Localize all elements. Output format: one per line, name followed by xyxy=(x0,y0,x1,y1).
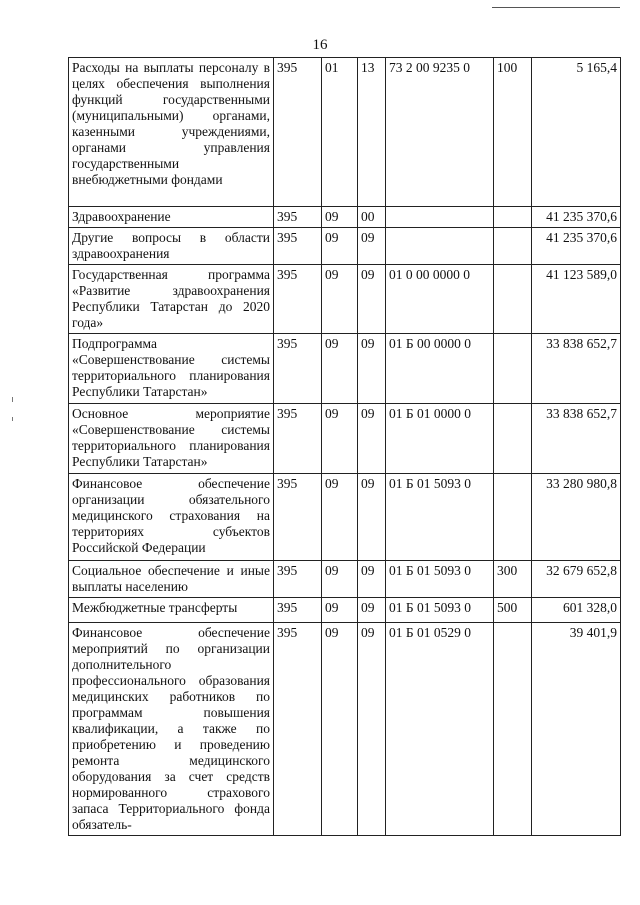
amount: 41 123 589,0 xyxy=(532,265,621,334)
section-code: 01 xyxy=(322,58,358,207)
amount: 41 235 370,6 xyxy=(532,228,621,265)
expense-type: 500 xyxy=(494,598,532,623)
expense-type xyxy=(494,265,532,334)
table-row xyxy=(69,58,621,207)
table-row xyxy=(69,623,621,836)
ministry-code: 395 xyxy=(274,561,322,598)
target-article: 01 Б 01 5093 0 xyxy=(386,474,494,561)
section-code: 09 xyxy=(322,474,358,561)
ministry-code: 395 xyxy=(274,334,322,404)
expense-type xyxy=(494,474,532,561)
expense-type xyxy=(494,207,532,228)
target-article: 01 Б 01 0000 0 xyxy=(386,404,494,474)
ministry-code: 395 xyxy=(274,228,322,265)
expense-type: 100 xyxy=(494,58,532,207)
row-name: Социальное обеспечение и иные выплаты населению xyxy=(69,561,274,598)
subsection-code: 09 xyxy=(358,623,386,836)
amount: 41 235 370,6 xyxy=(532,207,621,228)
expense-type xyxy=(494,334,532,404)
ministry-code: 395 xyxy=(274,58,322,207)
table-row xyxy=(69,334,621,404)
subsection-code: 09 xyxy=(358,334,386,404)
amount: 33 838 652,7 xyxy=(532,404,621,474)
table-row xyxy=(69,561,621,598)
amount: 39 401,9 xyxy=(532,623,621,836)
target-article: 01 Б 01 5093 0 xyxy=(386,561,494,598)
subsection-code: 09 xyxy=(358,404,386,474)
target-article xyxy=(386,228,494,265)
table-row xyxy=(69,265,621,334)
subsection-code: 09 xyxy=(358,228,386,265)
subsection-code: 09 xyxy=(358,561,386,598)
expense-type xyxy=(494,623,532,836)
row-name: Подпрограмма «Совершенствование системы территориального планирования Республики Татарстан» xyxy=(69,334,274,404)
table-row xyxy=(69,404,621,474)
section-code: 09 xyxy=(322,561,358,598)
subsection-code: 13 xyxy=(358,58,386,207)
margin-mark xyxy=(12,397,13,402)
ministry-code: 395 xyxy=(274,265,322,334)
row-name: Расходы на выплаты персоналу в целях обеспечения выполнения функций государственными (муниципальными) органами, казенными учреждениями, органами управления государственными внебюджетными фондами xyxy=(69,58,274,207)
top-rule xyxy=(492,7,620,8)
target-article: 01 Б 01 0529 0 xyxy=(386,623,494,836)
target-article xyxy=(386,207,494,228)
expense-type: 300 xyxy=(494,561,532,598)
table-row xyxy=(69,474,621,561)
page-number: 16 xyxy=(312,37,328,53)
expense-type xyxy=(494,228,532,265)
amount: 32 679 652,8 xyxy=(532,561,621,598)
subsection-code: 00 xyxy=(358,207,386,228)
target-article: 01 Б 00 0000 0 xyxy=(386,334,494,404)
table-row xyxy=(69,598,621,623)
ministry-code: 395 xyxy=(274,404,322,474)
row-name: Финансовое обеспечение организации обязательного медицинского страхования на территориях субъектов Российской Федерации xyxy=(69,474,274,561)
section-code: 09 xyxy=(322,404,358,474)
row-name: Межбюджетные трансферты xyxy=(69,598,274,623)
ministry-code: 395 xyxy=(274,598,322,623)
ministry-code: 395 xyxy=(274,623,322,836)
row-name: Другие вопросы в области здравоохранения xyxy=(69,228,274,265)
table-row xyxy=(69,228,621,265)
target-article: 73 2 00 9235 0 xyxy=(386,58,494,207)
subsection-code: 09 xyxy=(358,598,386,623)
row-name: Государственная программа «Развитие здравоохранения Республики Татарстан до 2020 года» xyxy=(69,265,274,334)
section-code: 09 xyxy=(322,598,358,623)
target-article: 01 Б 01 5093 0 xyxy=(386,598,494,623)
section-code: 09 xyxy=(322,207,358,228)
subsection-code: 09 xyxy=(358,474,386,561)
table-row xyxy=(69,207,621,228)
expense-type xyxy=(494,404,532,474)
row-name: Здравоохранение xyxy=(69,207,274,228)
row-name: Финансовое обеспечение мероприятий по организации дополнительного профессионального образования медицинских работников по программам повышения квалификации, а также по приобретению и проведению ремонта медицинского оборудования за счет средств нормированного страхового запаса Территориального фонда обязатель- xyxy=(69,623,274,836)
ministry-code: 395 xyxy=(274,474,322,561)
section-code: 09 xyxy=(322,265,358,334)
section-code: 09 xyxy=(322,334,358,404)
amount: 33 280 980,8 xyxy=(532,474,621,561)
amount: 33 838 652,7 xyxy=(532,334,621,404)
row-name: Основное мероприятие «Совершенствование системы территориального планирования Республики Татарстан» xyxy=(69,404,274,474)
margin-mark xyxy=(12,417,13,421)
amount: 5 165,4 xyxy=(532,58,621,207)
section-code: 09 xyxy=(322,623,358,836)
subsection-code: 09 xyxy=(358,265,386,334)
amount: 601 328,0 xyxy=(532,598,621,623)
target-article: 01 0 00 0000 0 xyxy=(386,265,494,334)
section-code: 09 xyxy=(322,228,358,265)
budget-table xyxy=(68,57,621,836)
ministry-code: 395 xyxy=(274,207,322,228)
